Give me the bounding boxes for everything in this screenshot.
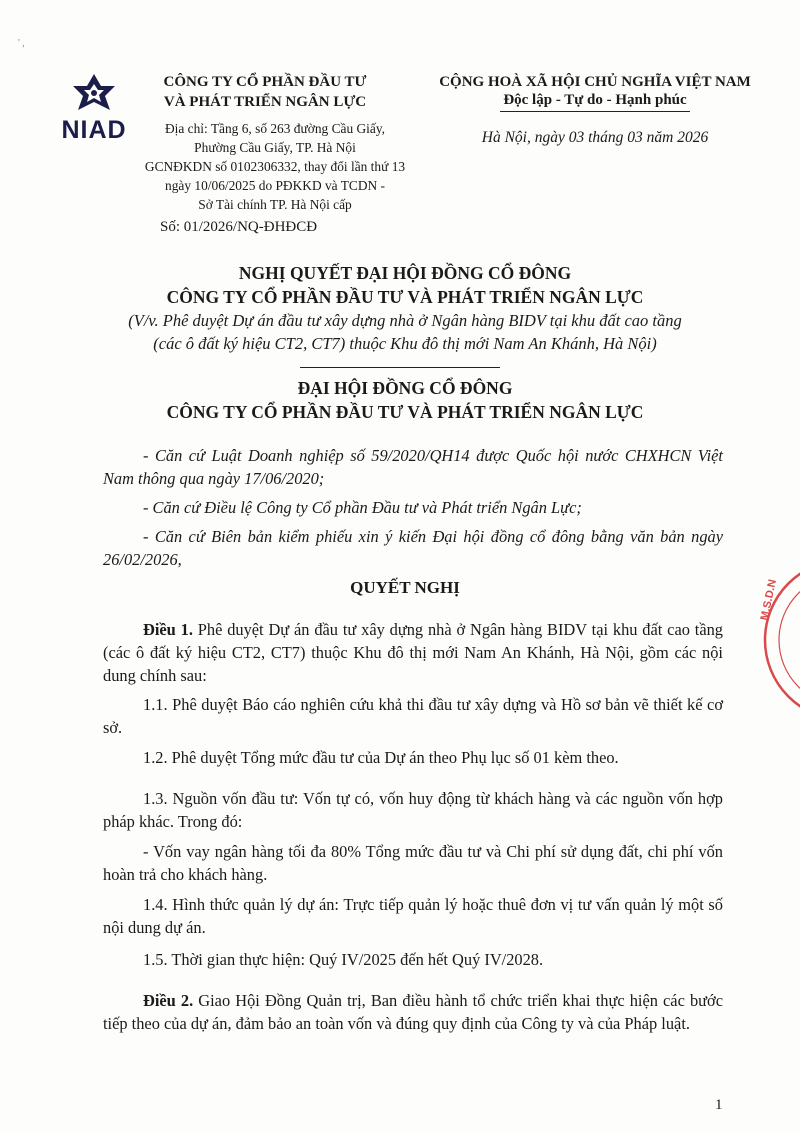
item-1-3-sub: - Vốn vay ngân hàng tối đa 80% Tổng mức đầu tư và Chi phí sử dụng đất, chi phí vốn hoàn trả cho khách hàng. [103,842,723,884]
article-2-text: Giao Hội Đồng Quản trị, Ban điều hành tổ chức triển khai thực hiện các bước tiếp theo của dự án, đảm bảo an toàn vốn và đúng quy định của Công ty và của Pháp luật. [103,991,723,1033]
scan-mark: ' , [18,38,25,49]
item-1-4: 1.4. Hình thức quản lý dự án: Trực tiếp quản lý hoặc thuê đơn vị tư vấn quản lý một số nội dung dự án. [103,895,723,937]
company-name-line1: CÔNG TY CỔ PHẦN ĐẦU TƯ [163,74,367,90]
address-line1: Địa chỉ: Tầng 6, số 263 đường Cầu Giấy, [164,121,385,136]
resolution-company: CÔNG TY CỔ PHẦN ĐẦU TƯ VÀ PHÁT TRIỂN NGÂN LỰC [166,287,644,307]
article-2 [103,989,723,1035]
assembly-title: ĐẠI HỘI ĐỒNG CỔ ĐÔNG [297,378,513,398]
article-1 [103,618,723,687]
license-line1: GCNĐKDN số 0102306332, thay đổi lần thứ 13 [144,159,406,174]
article-1-text: Phê duyệt Dự án đầu tư xây dựng nhà ở Ngân hàng BIDV tại khu đất cao tầng (các ô đất ký hiệu CT2, CT7) thuộc Khu đô thị mới Nam An Khánh, Hà Nội, gồm các nội dung chính sau: [103,620,723,685]
item-1-5: 1.5. Thời gian thực hiện: Quý IV/2025 đến hết Quý IV/2028. [143,950,544,969]
nation-title: CỘNG HOÀ XÃ HỘI CHỦ NGHĨA VIỆT NAM [439,74,751,90]
company-logo [55,72,133,152]
logo-text: NIAD [61,116,127,144]
stamp-text: M.S.D.N [758,578,780,622]
resolution-title: NGHỊ QUYẾT ĐẠI HỘI ĐỒNG CỔ ĐÔNG [238,263,572,283]
resolution-subject-line2: (các ô đất ký hiệu CT2, CT7) thuộc Khu đô thị mới Nam An Khánh, Hà Nội) [153,334,657,353]
article-1-label: Điều 1. [143,620,193,639]
resolution-heading: QUYẾT NGHỊ [350,578,460,597]
motto-underline [500,111,690,112]
item-1-2: 1.2. Phê duyệt Tổng mức đầu tư của Dự án theo Phụ lục số 01 kèm theo. [143,748,619,767]
assembly-company: CÔNG TY CỔ PHẦN ĐẦU TƯ VÀ PHÁT TRIỂN NGÂN LỰC [166,402,644,422]
item-1-3: 1.3. Nguồn vốn đầu tư: Vốn tự có, vốn huy động từ khách hàng và các nguồn vốn hợp pháp khác. Trong đó: [103,789,723,831]
legal-basis-2: - Căn cứ Điều lệ Công ty Cổ phần Đầu tư và Phát triển Ngân Lực; [143,498,582,517]
legal-basis-1: - Căn cứ Luật Doanh nghiệp số 59/2020/QH14 được Quốc hội nước CHXHCN Việt Nam thông qua ngày 17/06/2020; [103,446,723,488]
address-line2: Phường Cầu Giấy, TP. Hà Nội [194,140,356,155]
company-name-line2: VÀ PHÁT TRIỂN NGÂN LỰC [163,94,367,110]
niad-logo-icon [71,72,117,114]
license-line3: Sở Tài chính TP. Hà Nội cấp [198,197,352,212]
resolution-subject-line1: (V/v. Phê duyệt Dự án đầu tư xây dựng nhà ở Ngân hàng BIDV tại khu đất cao tầng [128,311,682,330]
legal-basis-3: - Căn cứ Biên bản kiểm phiếu xin ý kiến Đại hội đồng cổ đông bằng văn bản ngày 26/02/2026, [103,527,723,569]
document-date: Hà Nội, ngày 03 tháng 03 năm 2026 [481,129,709,146]
title-divider [300,367,500,368]
company-name [150,72,380,112]
page-number: 1 [715,1097,723,1113]
item-1-1: 1.1. Phê duyệt Báo cáo nghiên cứu khả thi đầu tư xây dựng và Hồ sơ bản vẽ thiết kế cơ sở. [103,695,723,737]
company-info [140,119,410,214]
red-stamp [755,565,800,715]
national-motto: Độc lập - Tự do - Hạnh phúc [503,92,687,108]
license-line2: ngày 10/06/2025 do PĐKKD và TCDN - [165,178,385,193]
article-2-label: Điều 2. [143,991,194,1010]
document-number: Số: 01/2026/NQ-ĐHĐCĐ [160,219,318,235]
